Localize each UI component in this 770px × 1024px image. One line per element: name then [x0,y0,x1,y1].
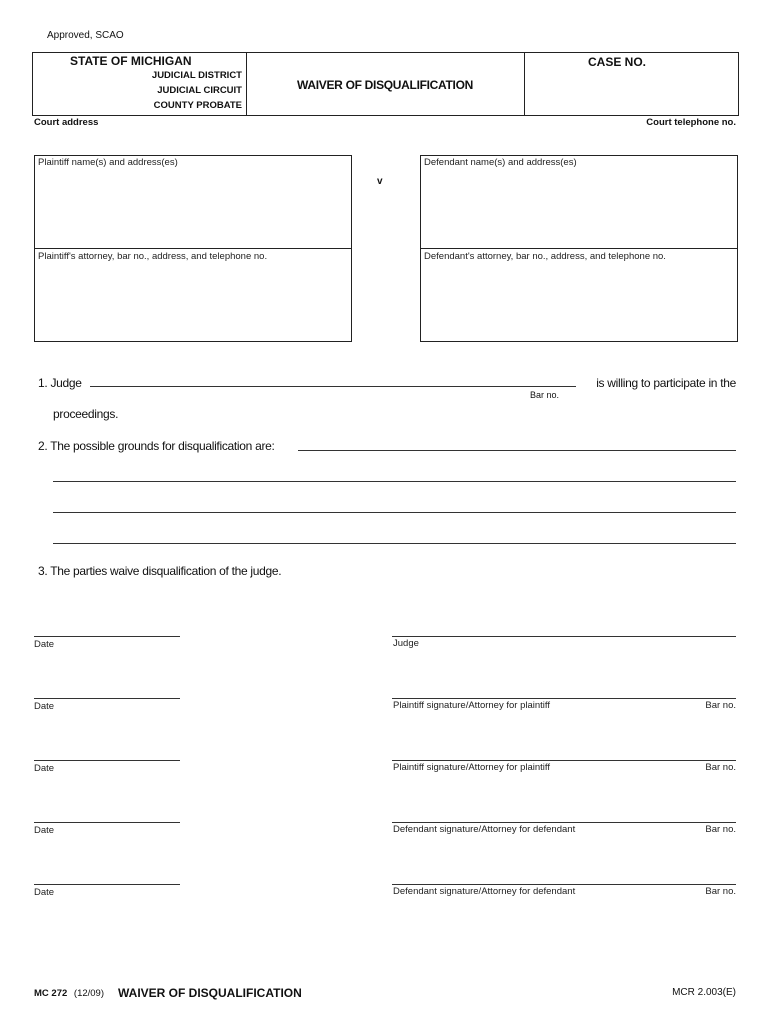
bar-no-label: Bar no. [705,762,736,773]
signature-role-label: Judge [393,638,419,649]
defendant-attorney-label: Defendant's attorney, bar no., address, and telephone no. [424,251,666,262]
footer-form-id [34,988,104,999]
date-label: Date [34,639,55,650]
signature-line[interactable] [392,822,736,823]
signature-line[interactable] [392,698,736,699]
item3-label: 3. The parties waive disqualification of the judge. [38,564,282,578]
signature-line[interactable] [392,636,736,637]
bar-no-label: Bar no. [705,700,736,711]
footer-rule: MCR 2.003(E) [672,987,736,998]
grounds-line-3[interactable] [53,512,736,513]
plaintiff-attorney-label: Plaintiff's attorney, bar no., address, and telephone no. [38,251,268,262]
grounds-line-2[interactable] [53,481,736,482]
form-number: MC 272 [34,988,68,999]
signature-line[interactable] [392,884,736,885]
item1-label: 1. Judge [38,376,82,390]
form-revision: (12/09) [73,988,105,999]
item2-label: 2. The possible grounds for disqualification are: [38,439,275,453]
date-label: Date [34,887,55,898]
plaintiff-label: Plaintiff name(s) and address(es) [38,157,178,168]
state-title: STATE OF MICHIGAN [70,54,192,68]
form-title: WAIVER OF DISQUALIFICATION [297,78,473,92]
item1-suffix: is willing to participate in the [596,376,736,390]
defendant-box[interactable] [420,155,738,249]
plaintiff-box[interactable] [34,155,352,249]
county-probate-label: COUNTY PROBATE [153,100,242,111]
case-no-label: CASE NO. [588,55,647,69]
date-line[interactable] [34,636,180,637]
date-label: Date [34,763,55,774]
judicial-circuit-label: JUDICIAL CIRCUIT [157,85,242,96]
signature-role-label: Defendant signature/Attorney for defendant [393,824,576,835]
signature-line[interactable] [392,760,736,761]
date-line[interactable] [34,698,180,699]
item1-continuation: proceedings. [53,407,119,421]
judge-name-line[interactable] [90,386,576,387]
date-line[interactable] [34,884,180,885]
signature-role-label: Defendant signature/Attorney for defendant [393,886,576,897]
date-line[interactable] [34,760,180,761]
grounds-line-1[interactable] [298,450,736,451]
date-label: Date [34,701,55,712]
date-line[interactable] [34,822,180,823]
footer-title: WAIVER OF DISQUALIFICATION [118,986,302,1000]
court-address-label: Court address [34,117,99,128]
signature-role-label: Plaintiff signature/Attorney for plaintiff [393,700,551,711]
plaintiff-attorney-box[interactable] [34,248,352,342]
item1-bar-label: Bar no. [530,390,560,400]
bar-no-label: Bar no. [705,886,736,897]
date-label: Date [34,825,55,836]
signature-role-label: Plaintiff signature/Attorney for plaintiff [393,762,551,773]
versus-label: v [377,176,383,187]
defendant-attorney-box[interactable] [420,248,738,342]
bar-no-label: Bar no. [705,824,736,835]
header-divider-2 [524,52,525,115]
court-telephone-label: Court telephone no. [646,117,736,128]
defendant-label: Defendant name(s) and address(es) [424,157,577,168]
approved-text: Approved, SCAO [47,30,124,41]
grounds-line-4[interactable] [53,543,736,544]
judicial-district-label: JUDICIAL DISTRICT [151,70,242,81]
